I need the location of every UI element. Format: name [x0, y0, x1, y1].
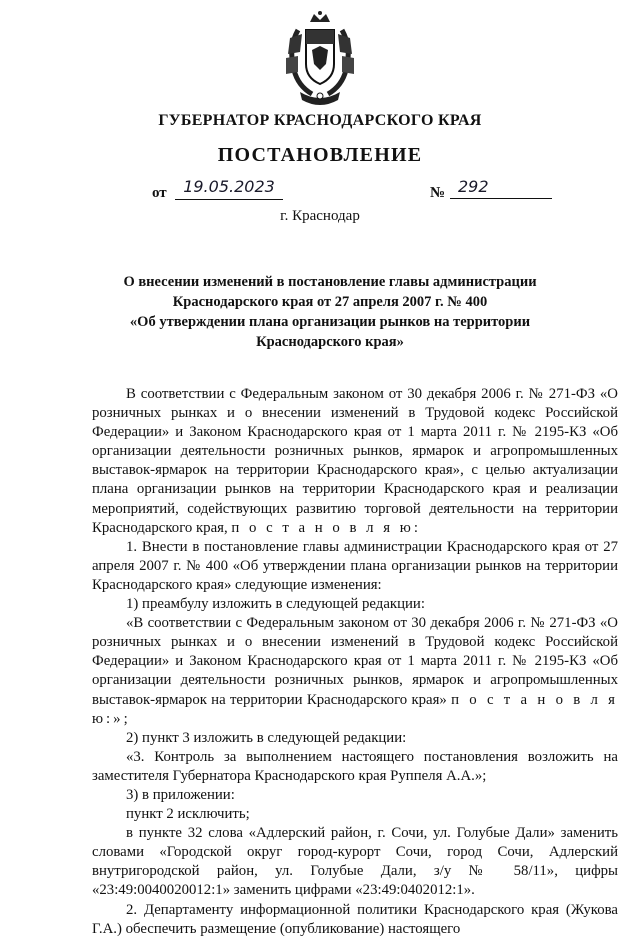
title-line: О внесении изменений в постановление главы администрации — [123, 274, 537, 290]
issuer-title: ГУБЕРНАТОР КРАСНОДАРСКОГО КРАЯ — [158, 112, 482, 129]
document-title — [90, 272, 570, 352]
paragraph: в пункте 32 слова «Адлерский район, г. Сочи, ул. Голубые Дали» заменить словами «Городской округ город-курорт Сочи, город Сочи, Адлерский внутригородской район, ул. Голубые Дали, з/у № 58/11», цифры «23:49:0040020012:1» заменить цифрами «23:49:0402012:1». — [92, 825, 618, 899]
coat-of-arms-emblem — [0, 8, 640, 118]
document-body — [92, 385, 618, 939]
date-number-line — [0, 177, 640, 207]
decree-word: п о с т а н о в л я ю: — [231, 519, 421, 536]
document-number: 292 — [450, 177, 552, 199]
paragraph: «3. Контроль за выполнением настоящего постановления возложить на заместителя Губернатора Краснодарского края Руппеля А.А.»; — [92, 748, 618, 784]
city: г. Краснодар — [280, 208, 360, 224]
paragraph: 2) пункт 3 изложить в следующей редакции: — [126, 729, 407, 746]
document-date: 19.05.2023 — [175, 177, 283, 200]
document-type: ПОСТАНОВЛЕНИЕ — [217, 144, 423, 166]
paragraph: В соответствии с Федеральным законом от 30 декабря 2006 г. № 271-ФЗ «О розничных рынках и о внесении изменений в Трудовой кодекс Российской Федерации» и Законом Краснодарского края от 1 марта 2011 г. № 2195-КЗ «Об организации деятельности розничных рынков, ярмарок и агропромышленных выставок-ярмарок на территории Краснодарского края», с целью актуализации плана организации рынков на территории Краснодарского края и реализации мероприятий, содействующих развитию торговой деятельности на территории Краснодарского края, п о с т а н о в л я ю: — [92, 386, 618, 536]
decree-word: п о с т а н о в л я ю:»; — [92, 691, 618, 727]
title-line: Краснодарского края от 27 апреля 2007 г. № 400 — [172, 294, 488, 310]
coat-of-arms-icon — [260, 8, 380, 118]
paragraph: 2. Департаменту информационной политики Краснодарского края (Жукова Г.А.) обеспечить размещение (опубликование) настоящего — [92, 901, 618, 937]
paragraph: пункт 2 исключить; — [126, 806, 250, 823]
title-line: «Об утверждении плана организации рынков на территории — [129, 314, 531, 330]
number-sign: № — [430, 185, 446, 201]
date-prefix: от — [152, 185, 167, 201]
paragraph: 3) в приложении: — [126, 786, 235, 803]
paragraph: 1) преамбулу изложить в следующей редакции: — [126, 596, 425, 613]
paragraph: 1. Внести в постановление главы администрации Краснодарского края от 27 апреля 2007 г. № 400 «Об утверждении плана организации рынков на территории Краснодарского края» следующие изменения: — [92, 538, 618, 593]
title-line: Краснодарского края» — [256, 334, 404, 350]
paragraph: «В соответствии с Федеральным законом от 30 декабря 2006 г. № 271-ФЗ «О розничных рынках и о внесении изменений в Трудовой кодекс Российской Федерации» и Законом Краснодарского края от 1 марта 2011 г. № 2195-КЗ «Об организации деятельности розничных рынков, ярмарок и агропромышленных выставок-ярмарок на территории Краснодарского края» п о с т а н о в л я ю:»; — [92, 615, 618, 727]
